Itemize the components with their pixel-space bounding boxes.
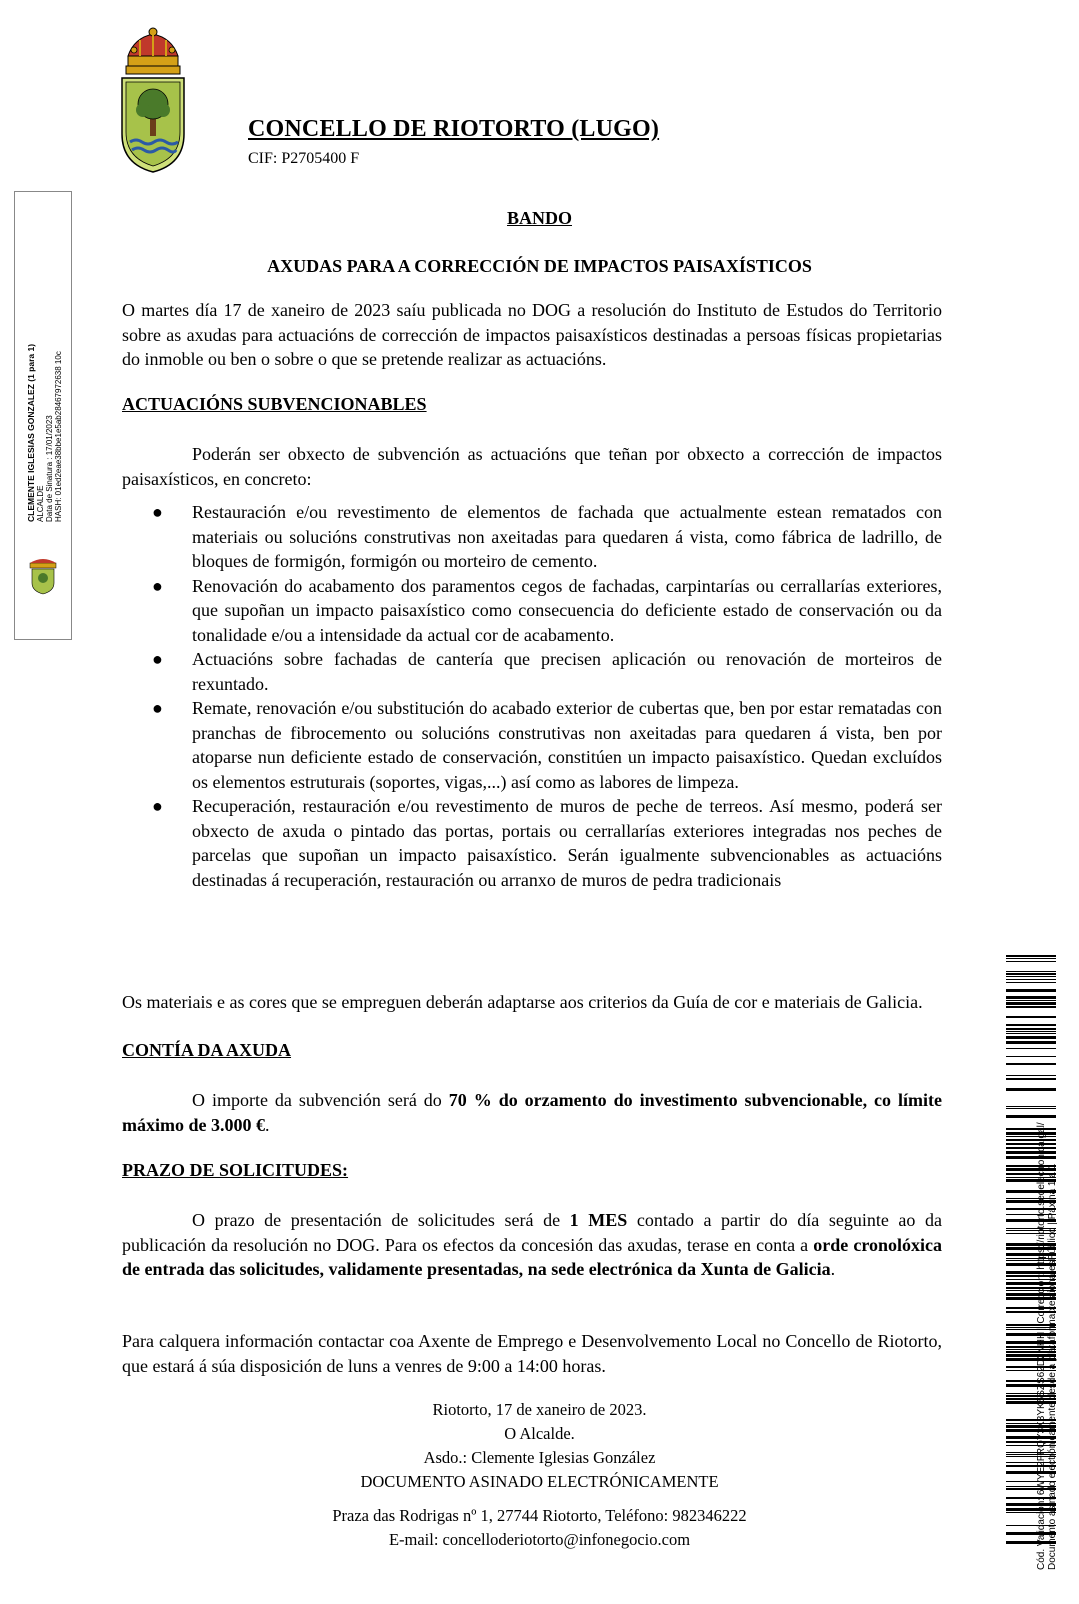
footer-email: E-mail: concelloderiotorto@infonegocio.com [388, 1530, 691, 1549]
validation-platform: Documento asinado electrónicamente desde a plataforma xestiona esPúblico | Páxina 1 a 1 [1047, 1163, 1058, 1570]
list-item: ● Remate, renovación e/ou substitución do acabado exterior de cubertas que, ben por estar rematadas con pranchas de fibrocemento ou solucións construtivas non axeitadas para quedaren á vista, ben por atoparse nun deficiente estado de conservación, constitúen un impacto paisaxístico. Quedan excluídos os elementos estruturais (soportes, vigas,...) así como as labores de limpeza. [152, 698, 942, 792]
bullet-icon: ● [152, 698, 163, 718]
list-item: ● Actuacións sobre fachadas de cantería que precisen aplicación ou renovación de morteiros de rexuntado. [152, 649, 942, 694]
deadline-paragraph: O prazo de presentación de solicitudes será de 1 MES contado a partir do día seguinte ao da publicación da resolución no DOG. Para os efectos da concesión das axudas, terase en conta a orde cronolóxica de entrada das solicitudes, validamente presentadas, na sede electrónica da Xunta de Galicia. [122, 1210, 942, 1279]
signature-note: DOCUMENTO ASINADO ELECTRÓNICAMENTE [360, 1472, 719, 1491]
validation-code: Cód. Validación: 6WYE2FRQY3K3YK5SZS62D2NHH | Corrección: https://riotorto.sedelectronica.gal/ [1036, 1122, 1047, 1570]
stamp-signer: CLEMENTE IGLESIAS GONZALEZ (1 para 1) [26, 343, 36, 522]
document-subtitle: AXUDAS PARA A CORRECCIÓN DE IMPACTOS PAISAXÍSTICOS [267, 256, 812, 276]
amount-paragraph: O importe da subvención será do 70 % do orzamento do investimento subvencionable, co límite máximo de 3.000 €. [122, 1090, 943, 1135]
signature-place-date: Riotorto, 17 de xaneiro de 2023. [432, 1400, 647, 1419]
bullet-icon: ● [152, 796, 163, 816]
organization-cif: CIF: P2705400 F [248, 150, 360, 167]
document-title: BANDO [506, 208, 572, 228]
organization-title: CONCELLO DE RIOTORTO (LUGO) [248, 116, 660, 142]
intro-paragraph: O martes día 17 de xaneiro de 2023 saíu publicada no DOG a resolución do Instituto de Estudos do Territorio sobre as axudas para actuacións de corrección de impactos paisaxísticos destinadas a persoas físicas propietarias do inmoble ou ben o sobre o que se pretende realizar as actuacións. [122, 300, 942, 369]
section-heading-actions: ACTUACIÓNS SUBVENCIONABLES [122, 394, 427, 414]
bullet-icon: ● [152, 502, 163, 522]
actions-intro: Poderán ser obxecto de subvención as actuacións que teñan por obxecto a corrección de impactos paisaxísticos, en concreto: [122, 444, 942, 489]
list-item: ● Renovación do acabamento dos paramentos cegos de fachadas, carpintarías ou cerrallarías exteriores, que supoñan un impacto paisaxístico como consecuencia do deficiente estado de conservación ou da tonalidade e/ou a intensidade da actual cor de acabamento. [152, 575, 942, 645]
contact-paragraph: Para calquera información contactar coa Axente de Emprego e Desenvolvemento Local no Concello de Riotorto, que estará á súa disposición de luns a venres de 9:00 a 14:00 horas. [122, 1331, 942, 1376]
materials-note: Os materiais e as cores que se empreguen deberán adaptarse aos criterios da Guía de cor e materiais de Galicia. [122, 992, 923, 1012]
stamp-crest-logo [24, 557, 62, 595]
list-item: ● Recuperación, restauración e/ou revestimento de muros de peche de terreos. Así mesmo, poderá ser obxecto de axuda o pintado das portas, portais ou cerrallarías exteriores integradas nos peches de parcelas que supoñan un impacto paisaxístico. Serán igualmente subvencionables as actuacións destinadas á recuperación, restauración ou arranxo de muros de pedra tradicionais [152, 796, 942, 890]
section-heading-deadline: PRAZO DE SOLICITUDES: [122, 1160, 349, 1180]
coat-of-arms-logo [116, 26, 190, 174]
stamp-hash: HASH: 01ed2eae38bbe1e5ab28467972638 10c [54, 351, 63, 522]
stamp-role: ALCALDE [36, 485, 45, 522]
stamp-date: Data de Sinatura : 17/01/2023 [45, 415, 54, 522]
actions-list [122, 500, 942, 892]
bullet-icon: ● [152, 649, 163, 669]
list-item: ● Restauración e/ou revestimento de elementos de fachada que actualmente estean rematados con materiais ou solucións construtivas non axeitadas para quedaren á vista, como fábrica de ladrillo, de bloques de formigón, formigón ou morteiro de cemento. [152, 502, 942, 571]
section-heading-amount: CONTÍA DA AXUDA [122, 1040, 292, 1060]
footer-address: Praza das Rodrigas nº 1, 27744 Riotorto, Teléfono: 982346222 [332, 1506, 747, 1525]
signature-role: O Alcalde. [504, 1424, 575, 1443]
bullet-icon: ● [152, 575, 163, 596]
signature-name: Asdo.: Clemente Iglesias González [423, 1448, 656, 1467]
